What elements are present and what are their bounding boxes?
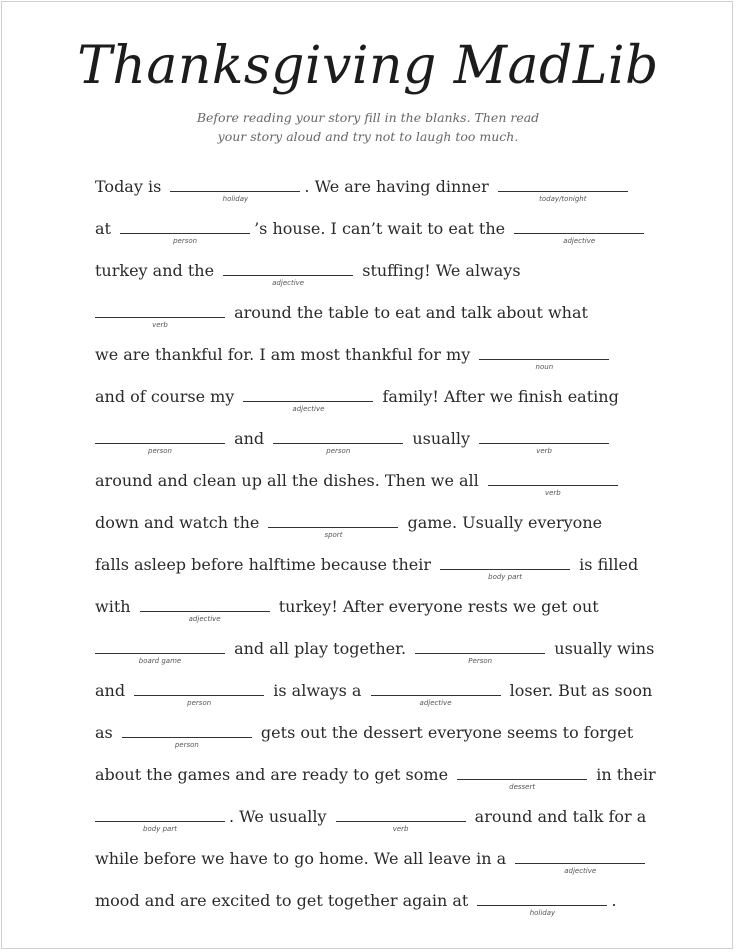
blank-hint: verb: [536, 447, 552, 455]
story-text: turkey! After everyone rests we get out: [273, 597, 599, 616]
story-text: in their: [591, 765, 656, 784]
story-line: [95, 680, 655, 722]
blank-hint: person: [174, 741, 199, 749]
blank-hint: noun: [535, 363, 554, 371]
story-body: [95, 176, 655, 932]
fill-in-blank[interactable]: [477, 891, 607, 917]
fill-in-blank[interactable]: [336, 807, 466, 833]
blank-hint: body part: [143, 825, 177, 833]
blank-hint: verb: [544, 489, 561, 497]
fill-in-blank[interactable]: [95, 807, 225, 833]
fill-in-blank[interactable]: [223, 261, 353, 287]
story-line: [95, 848, 655, 890]
story-text: with: [95, 597, 136, 616]
blank-hint: person: [187, 699, 212, 707]
story-text: and of course my: [95, 387, 240, 406]
story-text: and: [95, 681, 131, 700]
instructions-line: your story aloud and try not to laugh too much.: [217, 129, 519, 144]
blank-hint: person: [173, 237, 198, 245]
story-line: [95, 512, 655, 554]
fill-in-blank[interactable]: [479, 429, 609, 455]
story-line: [95, 260, 655, 302]
fill-in-blank[interactable]: [170, 177, 300, 203]
fill-in-blank[interactable]: [243, 387, 373, 413]
story-text: we are thankful for. I am most thankful for my: [95, 345, 476, 364]
story-text: around and talk for a: [469, 807, 647, 826]
story-text: . We are having dinner: [304, 177, 494, 196]
story-text: as: [95, 723, 118, 742]
story-text: usually wins: [549, 639, 655, 658]
story-line: [95, 470, 655, 512]
blank-hint: adjective: [564, 867, 597, 875]
blank-hint: adjective: [419, 699, 452, 707]
story-text: and: [229, 429, 270, 448]
story-line: [95, 890, 655, 932]
fill-in-blank[interactable]: [457, 765, 587, 791]
story-text: around the table to eat and talk about what: [229, 303, 588, 322]
fill-in-blank[interactable]: [488, 471, 618, 497]
story-text: loser. But as soon: [504, 681, 653, 700]
fill-in-blank[interactable]: [498, 177, 628, 203]
fill-in-blank[interactable]: [95, 639, 225, 665]
fill-in-blank[interactable]: [440, 555, 570, 581]
story-text: family! After we finish eating: [377, 387, 619, 406]
instructions-line: Before reading your story fill in the blanks. Then read: [196, 110, 540, 125]
instructions: [0, 108, 736, 146]
story-line: [95, 218, 655, 260]
story-text: while before we have to go home. We all leave in a: [95, 849, 512, 868]
fill-in-blank[interactable]: [415, 639, 545, 665]
fill-in-blank[interactable]: [122, 723, 252, 749]
blank-hint: person: [326, 447, 351, 455]
blank-hint: adjective: [292, 405, 325, 413]
story-text: . We usually: [229, 807, 332, 826]
story-line: [95, 722, 655, 764]
story-line: [95, 596, 655, 638]
blank-hint: today/tonight: [539, 195, 587, 203]
blank-hint: holiday: [222, 195, 249, 203]
story-line: [95, 176, 655, 218]
story-text: falls asleep before halftime because their: [95, 555, 437, 574]
story-text: about the games and are ready to get some: [95, 765, 454, 784]
blank-hint: holiday: [529, 909, 556, 917]
fill-in-blank[interactable]: [268, 513, 398, 539]
fill-in-blank[interactable]: [273, 429, 403, 455]
story-line: [95, 764, 655, 806]
fill-in-blank[interactable]: [134, 681, 264, 707]
fill-in-blank[interactable]: [140, 597, 270, 623]
blank-hint: dessert: [509, 783, 536, 791]
story-text: and all play together.: [229, 639, 412, 658]
story-text: ’s house. I can’t wait to eat the: [254, 219, 511, 238]
fill-in-blank[interactable]: [515, 849, 645, 875]
story-text: turkey and the: [95, 261, 220, 280]
story-line: [95, 386, 655, 428]
blank-hint: sport: [324, 531, 343, 539]
fill-in-blank[interactable]: [371, 681, 501, 707]
story-text: usually: [407, 429, 476, 448]
fill-in-blank[interactable]: [514, 219, 644, 245]
blank-hint: adjective: [272, 279, 305, 287]
fill-in-blank[interactable]: [95, 303, 225, 329]
story-text: down and watch the: [95, 513, 265, 532]
fill-in-blank[interactable]: [95, 429, 225, 455]
story-text: is filled: [574, 555, 639, 574]
page-title: Thanksgiving MadLib: [77, 36, 659, 96]
story-text: gets out the dessert everyone seems to forget: [255, 723, 634, 742]
blank-hint: body part: [488, 573, 523, 581]
story-line: [95, 554, 655, 596]
blank-hint: board game: [138, 657, 182, 665]
blank-hint: person: [148, 447, 172, 455]
story-text: around and clean up all the dishes. Then we all: [95, 471, 484, 490]
blank-hint: Person: [468, 657, 493, 665]
fill-in-blank[interactable]: [120, 219, 250, 245]
blank-hint: adjective: [563, 237, 596, 245]
story-line: [95, 806, 655, 848]
story-line: [95, 428, 655, 470]
story-line: [95, 302, 655, 344]
story-text: Today is: [95, 177, 167, 196]
blank-hint: verb: [152, 321, 168, 329]
blank-hint: adjective: [188, 615, 221, 623]
story-text: stuffing! We always: [357, 261, 521, 280]
story-text: is always a: [268, 681, 367, 700]
story-text: mood and are excited to get together again at: [95, 891, 474, 910]
story-line: [95, 344, 655, 386]
story-line: [95, 638, 655, 680]
fill-in-blank[interactable]: [479, 345, 609, 371]
story-text: .: [611, 891, 617, 910]
story-text: at: [95, 219, 117, 238]
story-text: game. Usually everyone: [402, 513, 603, 532]
blank-hint: verb: [392, 825, 409, 833]
